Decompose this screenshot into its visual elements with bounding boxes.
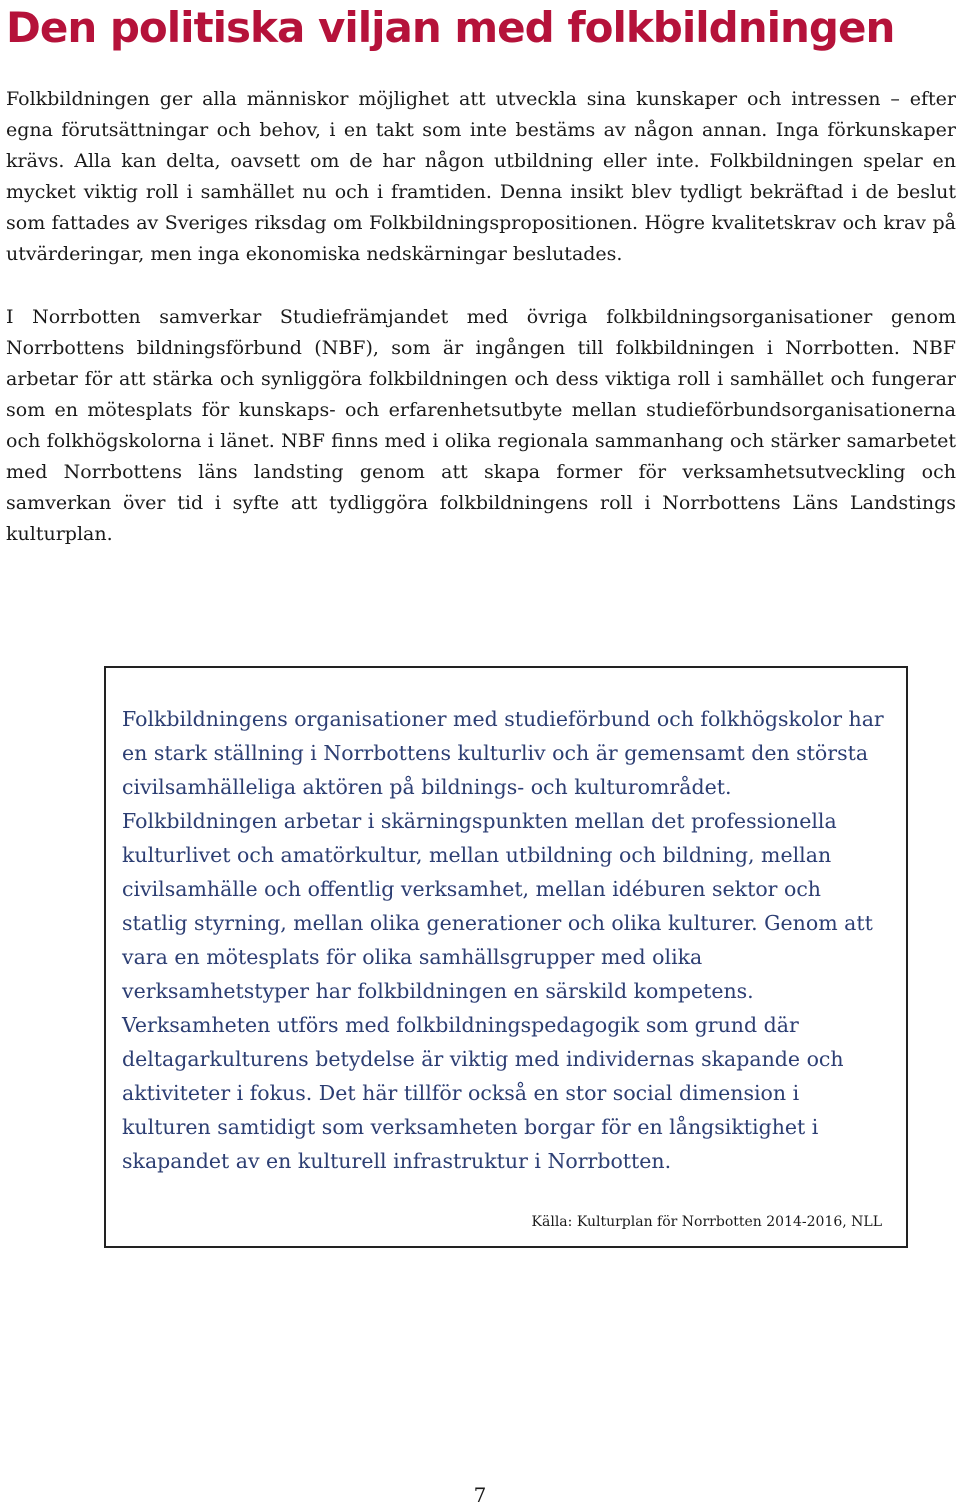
quote-box <box>104 666 908 1248</box>
quote-text: Folkbildningens organisationer med studieförbund och folkhögskolor har en stark ställning i Norrbottens kulturliv och är gemensamt den största civilsamhälleliga aktören på bildnings- och kulturområdet. Folkbildningen arbetar i skärningspunkten mellan det professionella kulturlivet och amatörkultur, mellan utbildning och bildning, mellan civilsamhälle och offentlig verksamhet, mellan idéburen sektor och statlig styrning, mellan olika generationer och olika kulturer. Genom att vara en mötesplats för olika samhällsgrupper med olika verksamhetstyper har folkbildningen en särskild kompetens. Verksamheten utförs med folkbildningspedagogik som grund där deltagarkulturens betydelse är viktig med individernas skapande och aktiviteter i fokus. Det här tillför också en stor social dimension i kulturen samtidigt som verksamheten borgar för en långsiktighet i skapandet av en kulturell infrastruktur i Norrbotten. <box>122 707 884 1173</box>
quote-source: Källa: Kulturplan för Norrbotten 2014-2016, NLL <box>531 1214 882 1230</box>
intro-paragraph: Folkbildningen ger alla människor möjlighet att utveckla sina kunskaper och intressen – efter egna förutsättningar och behov, i en takt som inte bestäms av någon annan. Inga förkunskaper krävs. Alla kan delta, oavsett om de har någon utbildning eller inte. Folkbildningen spelar en mycket viktig roll i samhället nu och i framtiden. Denna insikt blev tydligt bekräftad i de beslut som fattades av Sveriges riksdag om Folkbildningspropositionen. Högre kvalitetskrav och krav på utvärderingar, men inga ekonomiska nedskärningar beslutades. <box>6 88 956 265</box>
page-title: Den politiska viljan med folkbildningen <box>6 3 895 52</box>
page-number: 7 <box>473 1483 487 1507</box>
norrbotten-paragraph: I Norrbotten samverkar Studiefrämjandet med övriga folkbildningsorganisationer genom Norrbottens bildningsförbund (NBF), som är ingången till folkbildningen i Norrbotten. NBF arbetar för att stärka och synliggöra folkbildningen och dess viktiga roll i samhället och fungerar som en mötesplats för kunskaps- och erfarenhetsutbyte mellan studieförbundsorganisationerna och folkhögskolorna i länet. NBF finns med i olika regionala sammanhang och stärker samarbetet med Norrbottens läns landsting genom att skapa former för verksamhetsutveckling och samverkan över tid i syfte att tydliggöra folkbildningens roll i Norrbottens Läns Landstings kulturplan. <box>6 306 956 545</box>
